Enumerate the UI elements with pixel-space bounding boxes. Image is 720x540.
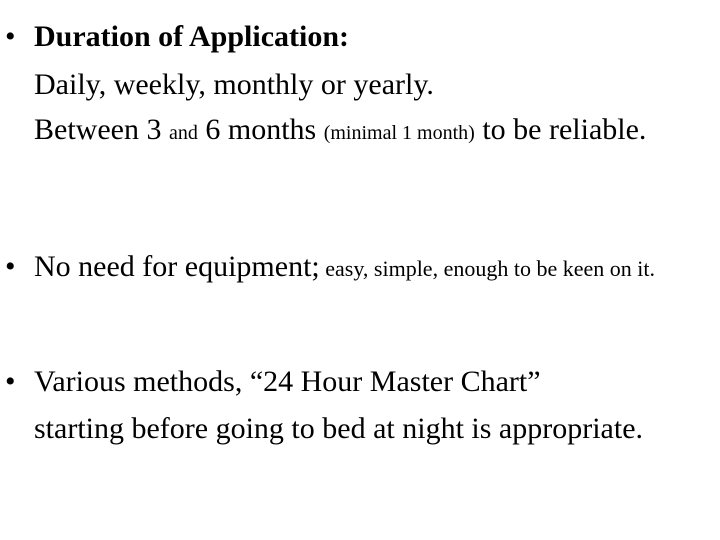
text-span: (minimal 1 month) — [323, 122, 475, 144]
text-span: and — [168, 122, 198, 144]
bullet-line: Daily, weekly, monthly or yearly. — [34, 68, 434, 101]
text-span: 6 months — [197, 113, 324, 146]
text-span: easy, simple, enough to be keen on it. — [319, 256, 655, 281]
text-span: Between 3 — [34, 113, 169, 146]
bullet-line: starting before going to bed at night is appropriate. — [34, 412, 644, 445]
bullet-dot: • — [5, 365, 16, 398]
bullet-dot: • — [5, 250, 16, 283]
bullet-dot: • — [5, 20, 16, 53]
bullet-heading: Duration of Application: — [34, 20, 350, 53]
text-span: No need for equipment; — [34, 250, 320, 283]
bullet-line: Various methods, “24 Hour Master Chart” — [34, 365, 541, 398]
text-span: to be reliable. — [474, 113, 647, 146]
bullet-line — [34, 250, 655, 286]
bullet-line — [34, 113, 646, 150]
